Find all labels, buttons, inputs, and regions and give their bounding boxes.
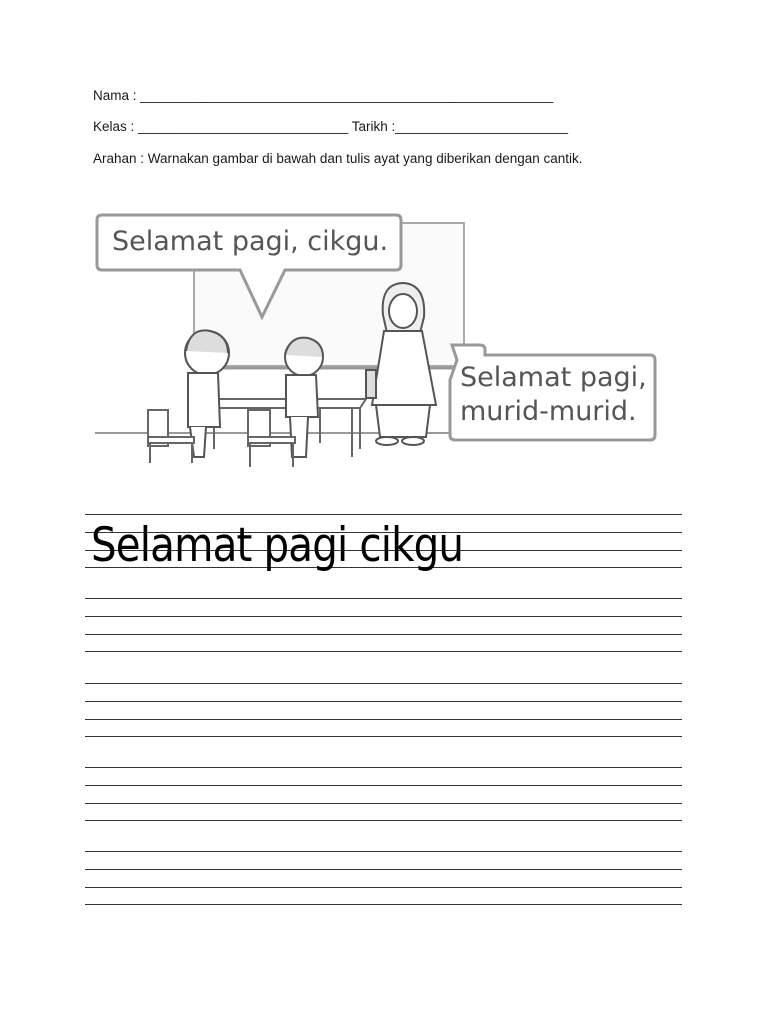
handwriting-lines-5[interactable] — [85, 851, 682, 905]
sample-sentence: Selamat pagi cikgu — [91, 518, 464, 573]
guide-line — [85, 598, 682, 599]
guide-line — [85, 904, 682, 905]
guide-line — [85, 736, 682, 737]
guide-line — [85, 616, 682, 617]
guide-line — [85, 651, 682, 652]
bubble-right-text-1: Selamat pagi, — [460, 362, 647, 393]
guide-line — [85, 785, 682, 786]
classroom-illustration — [90, 205, 660, 475]
guide-line — [85, 851, 682, 852]
handwriting-lines-3[interactable] — [85, 683, 682, 737]
guide-line — [85, 683, 682, 684]
name-field-line[interactable]: Nama : _______________________________________________________ — [93, 88, 554, 103]
instruction-text: Arahan : Warnakan gambar di bawah dan tulis ayat yang diberikan dengan cantik. — [93, 151, 583, 166]
guide-line — [85, 634, 682, 635]
handwriting-lines-4[interactable] — [85, 767, 682, 821]
guide-line — [85, 767, 682, 768]
guide-line — [85, 803, 682, 804]
handwriting-lines-1[interactable] — [85, 514, 682, 573]
guide-line — [85, 887, 682, 888]
guide-line — [85, 820, 682, 821]
guide-line — [85, 514, 682, 515]
guide-line — [85, 869, 682, 870]
bubble-left-text: Selamat pagi, cikgu. — [112, 226, 389, 257]
guide-line — [85, 701, 682, 702]
guide-line — [85, 719, 682, 720]
class-date-field-line[interactable]: Kelas : ____________________________ Tarikh :_______________________ — [93, 119, 568, 134]
handwriting-lines-2[interactable] — [85, 598, 682, 652]
bubble-right-text-2: murid-murid. — [460, 396, 637, 427]
chair-2 — [248, 410, 295, 467]
